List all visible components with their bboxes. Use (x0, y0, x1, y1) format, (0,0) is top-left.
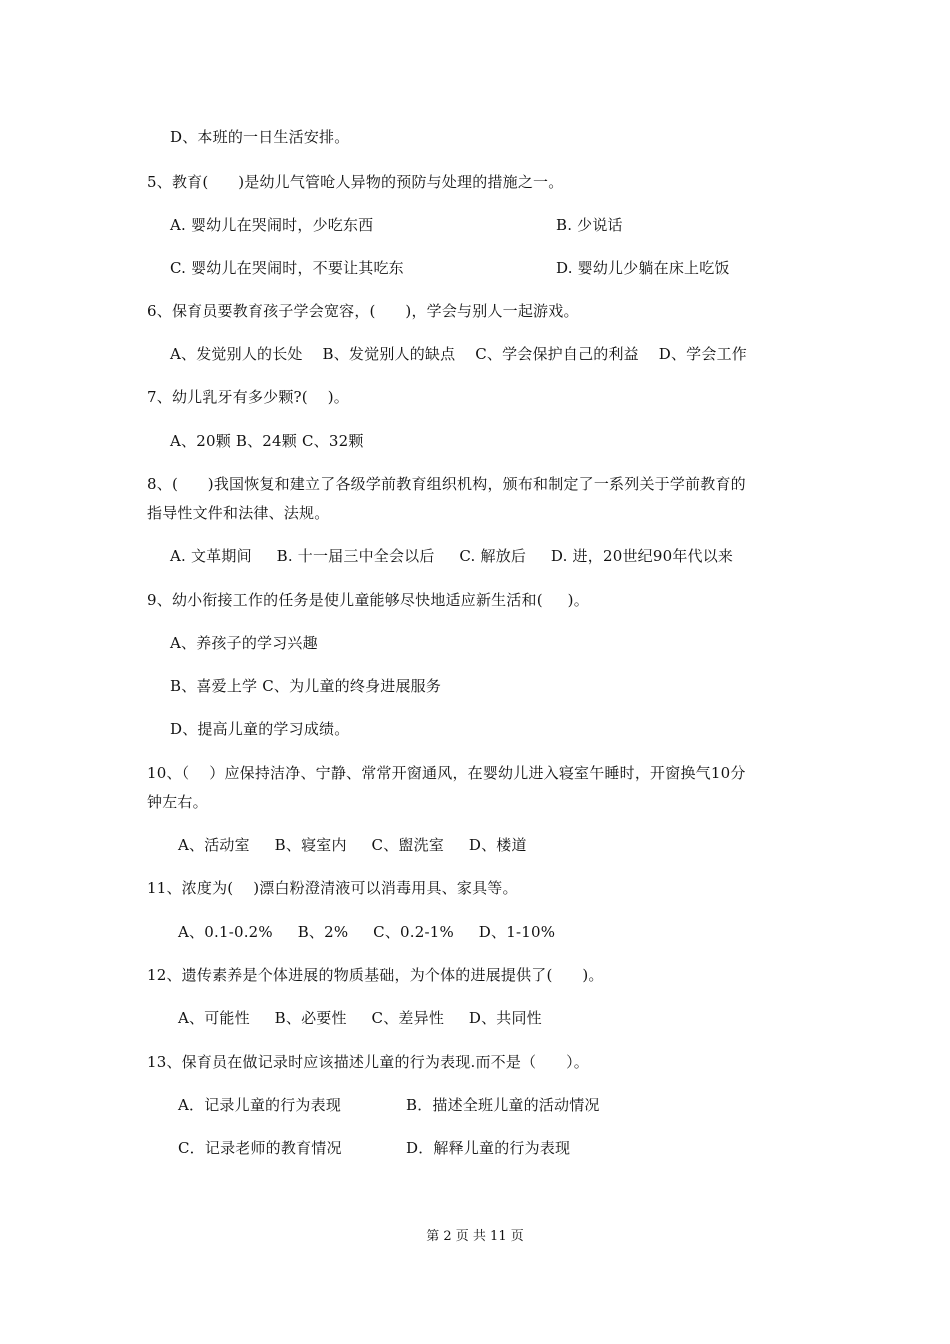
q9-option-a: A、养孩子的学习兴趣 (170, 634, 318, 652)
q13-option-d: D．解释儿童的行为表现 (406, 1139, 571, 1157)
q7-options: A、20颗 B、24颗 C、32颗 (170, 432, 364, 450)
q9-stem: 9、幼小衔接工作的任务是使儿童能够尽快地适应新生活和( )。 (147, 591, 589, 609)
q12-options: A、可能性 B、必要性 C、差异性 D、共同性 (178, 1009, 542, 1027)
q5-option-a: A. 婴幼儿在哭闹时，少吃东西 (170, 216, 374, 234)
q5-stem: 5、教育( )是幼儿气管呛人异物的预防与处理的措施之一。 (147, 173, 564, 191)
page-number-footer: 第 2 页 共 11 页 (426, 1229, 524, 1244)
q5-option-c: C. 婴幼儿在哭闹时，不要让其吃东 (170, 259, 404, 277)
q12-stem: 12、遗传素养是个体进展的物质基础，为个体的进展提供了( )。 (147, 966, 604, 984)
q8-stem-line2: 指导性文件和法律、法规。 (147, 504, 330, 522)
q4-option-d: D、本班的一日生活安排。 (170, 128, 350, 146)
q6-stem: 6、保育员要教育孩子学会宽容，( )，学会与别人一起游戏。 (147, 302, 579, 320)
q10-options: A、活动室 B、寝室内 C、盥洗室 D、楼道 (178, 836, 527, 854)
q9-option-bc: B、喜爱上学 C、为儿童的终身进展服务 (170, 677, 442, 695)
q13-option-b: B．描述全班儿童的活动情况 (406, 1096, 600, 1114)
q10-stem-line2: 钟左右。 (147, 793, 208, 811)
q5-option-d: D. 婴幼儿少躺在床上吃饭 (556, 259, 730, 277)
q8-options: A. 文革期间 B. 十一届三中全会以后 C. 解放后 D. 进，20世纪90年代以来 (170, 547, 734, 565)
q13-option-c: C．记录老师的教育情况 (178, 1139, 342, 1157)
q7-stem: 7、幼儿乳牙有多少颗?( )。 (147, 388, 349, 406)
q13-stem: 13、保育员在做记录时应该描述儿童的行为表现.而不是（ ）。 (147, 1053, 589, 1071)
q9-option-d: D、提高儿童的学习成绩。 (170, 720, 350, 738)
q6-options: A、发觉别人的长处 B、发觉别人的缺点 C、学会保护自己的利益 D、学会工作 (170, 345, 747, 363)
q11-stem: 11、浓度为( )漂白粉澄清液可以消毒用具、家具等。 (147, 879, 518, 897)
q10-stem-line1: 10、（ ）应保持洁净、宁静、常常开窗通风，在婴幼儿进入寝室午睡时，开窗换气10分 (147, 764, 746, 782)
q5-option-b: B. 少说话 (556, 216, 623, 234)
q13-option-a: A．记录儿童的行为表现 (178, 1096, 342, 1114)
q11-options: A、0.1-0.2% B、2% C、0.2-1% D、1-10% (178, 923, 556, 941)
q8-stem-line1: 8、( )我国恢复和建立了各级学前教育组织机构，颁布和制定了一系列关于学前教育的 (147, 475, 746, 493)
